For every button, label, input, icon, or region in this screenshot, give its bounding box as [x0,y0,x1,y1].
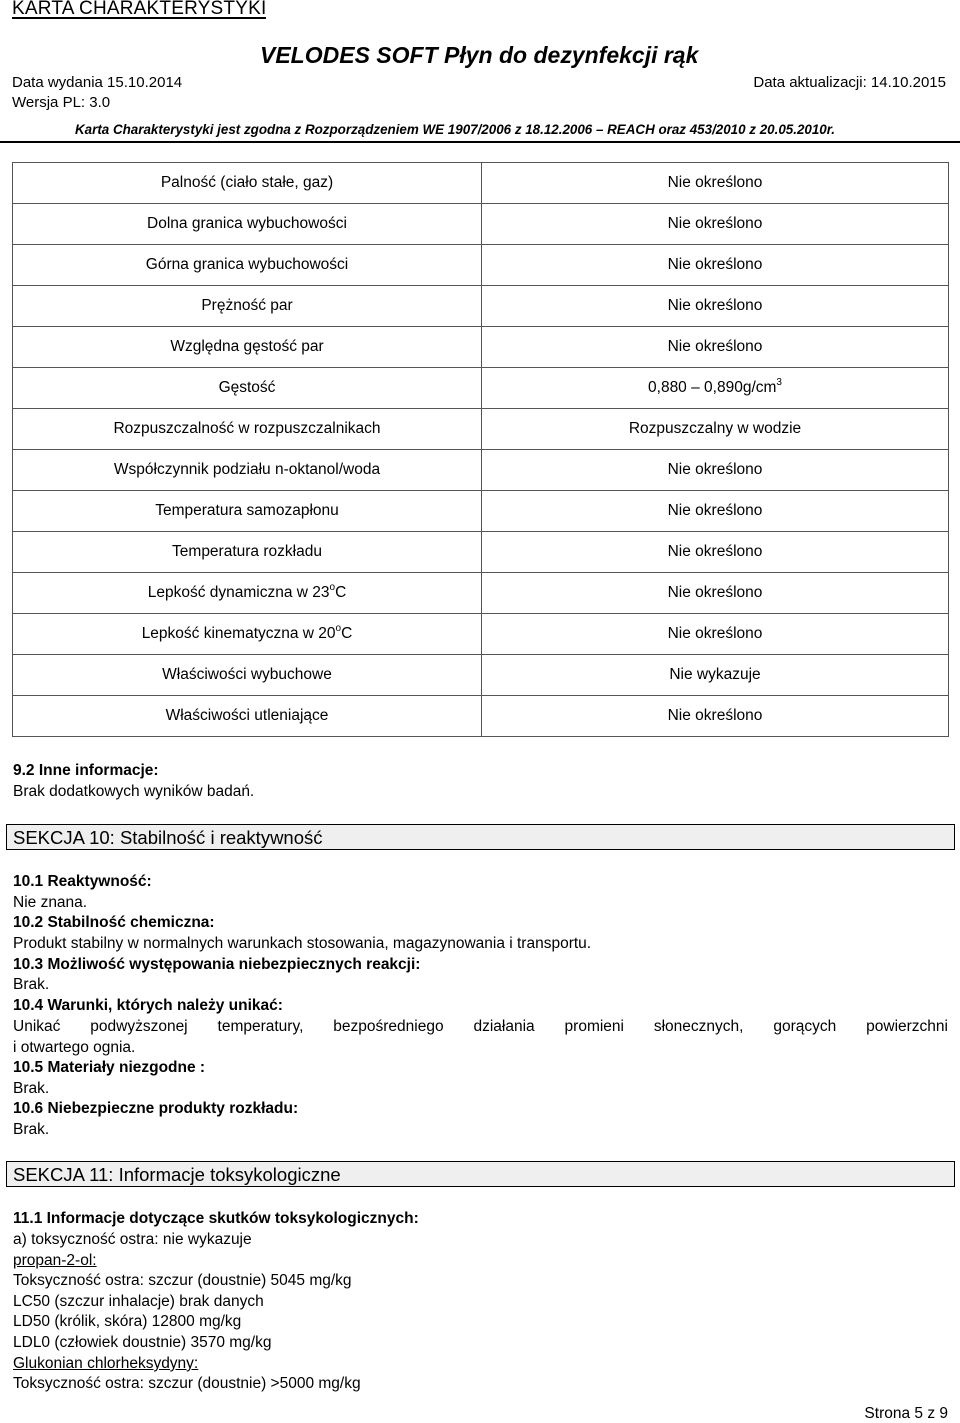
toxicity-line: LC50 (szczur inhalacje) brak danych [13,1293,264,1310]
property-value: Nie określono [482,491,949,532]
toxicity-line: LDL0 (człowiek doustnie) 3570 mg/kg [13,1334,272,1351]
section-10-1-text: Nie znana. [13,894,88,911]
property-value: Nie określono [482,532,949,573]
table-row [13,368,949,409]
section-10-1-heading: 10.1 Reaktywność: [13,873,152,890]
table-row [13,450,949,491]
substance-propan-2-ol: propan-2-ol: [13,1252,97,1269]
property-value [482,368,949,409]
table-row [13,286,949,327]
section-10-4-text-line2: i otwartego ognia. [13,1039,136,1056]
property-value: Nie określono [482,614,949,655]
property-value: Nie wykazuje [482,655,949,696]
table-row [13,204,949,245]
toxicity-line: Toksyczność ostra: szczur (doustnie) 5045 mg/kg [13,1272,352,1289]
section-9-2-text: Brak dodatkowych wyników badań. [13,783,255,800]
table-row [13,245,949,286]
toxicity-line: Toksyczność ostra: szczur (doustnie) >5000 mg/kg [13,1375,361,1392]
property-label-unit: C [335,584,347,601]
section-10-3-text: Brak. [13,976,50,993]
table-row [13,409,949,450]
property-label: Względna gęstość par [13,327,482,368]
property-label: Palność (ciało stałe, gaz) [13,163,482,204]
property-label: Górna granica wybuchowości [13,245,482,286]
properties-table [12,162,949,737]
section-10-5-text: Brak. [13,1080,50,1097]
table-row [13,696,949,737]
regulation-note: Karta Charakterystyki jest zgodna z Rozporządzeniem WE 1907/2006 z 18.12.2006 – REACH oraz 453/2010 z 20.05.2010r. [75,122,835,137]
table-row [13,573,949,614]
property-value: Nie określono [482,245,949,286]
section-10-5-heading: 10.5 Materiały niezgodne : [13,1059,206,1076]
degree-superscript: o [329,582,336,593]
section-10-2-text: Produkt stabilny w normalnych warunkach stosowania, magazynowania i transportu. [13,935,592,952]
property-value: Nie określono [482,696,949,737]
section-10-4-heading: 10.4 Warunki, których należy unikać: [13,997,283,1014]
header-divider [0,141,960,143]
property-value: Nie określono [482,163,949,204]
property-value: Nie określono [482,327,949,368]
property-label: Dolna granica wybuchowości [13,204,482,245]
property-label: Właściwości wybuchowe [13,655,482,696]
property-label-text: Lepkość dynamiczna w 23 [147,584,330,601]
section-10-2-heading: 10.2 Stabilność chemiczna: [13,914,215,931]
property-label: Temperatura samozapłonu [13,491,482,532]
density-value-text: 0,880 – 0,890g/cm [648,379,777,396]
property-label: Właściwości utleniające [13,696,482,737]
property-label [13,614,482,655]
property-label-unit: C [341,625,353,642]
version: Wersja PL: 3.0 [12,94,111,111]
property-label: Temperatura rozkładu [13,532,482,573]
property-value: Nie określono [482,286,949,327]
property-label: Współczynnik podziału n-oktanol/woda [13,450,482,491]
table-row [13,491,949,532]
document-type-title: KARTA CHARAKTERYSTYKI [12,0,267,19]
section-10-4-text-line1: Unikać podwyższonej temperatury, bezpośredniego działania promieni słonecznych, gorących powierzchni [13,1018,948,1035]
property-label-text: Lepkość kinematyczna w 20 [141,625,336,642]
update-date: Data aktualizacji: 14.10.2015 [753,74,946,91]
property-value: Nie określono [482,573,949,614]
issue-date: Data wydania 15.10.2014 [12,74,183,91]
section-11-title: SEKCJA 11: Informacje toksykologiczne [6,1161,955,1187]
page-number: Strona 5 z 9 [864,1405,948,1422]
property-label [13,573,482,614]
toxicity-line: LD50 (królik, skóra) 12800 mg/kg [13,1313,242,1330]
property-value: Rozpuszczalny w wodzie [482,409,949,450]
degree-superscript: o [335,623,342,634]
property-label: Gęstość [13,368,482,409]
property-label: Rozpuszczalność w rozpuszczalnikach [13,409,482,450]
section-10-6-heading: 10.6 Niebezpieczne produkty rozkładu: [13,1100,299,1117]
acute-toxicity-line: a) toksyczność ostra: nie wykazuje [13,1231,252,1248]
table-row [13,655,949,696]
table-row [13,327,949,368]
density-unit-superscript: 3 [776,377,782,388]
section-10-6-text: Brak. [13,1121,50,1138]
substance-chlorhexidine-gluconate: Glukonian chlorheksydyny: [13,1355,199,1372]
section-9-2-heading: 9.2 Inne informacje: [13,762,159,779]
table-row [13,532,949,573]
table-row [13,163,949,204]
section-11-1-heading: 11.1 Informacje dotyczące skutków toksykologicznych: [13,1210,419,1227]
section-10-3-heading: 10.3 Możliwość występowania niebezpiecznych reakcji: [13,956,421,973]
property-value: Nie określono [482,450,949,491]
property-label: Prężność par [13,286,482,327]
property-value: Nie określono [482,204,949,245]
section-10-title: SEKCJA 10: Stabilność i reaktywność [6,824,955,850]
product-name: VELODES SOFT Płyn do dezynfekcji rąk [260,42,699,68]
table-row [13,614,949,655]
